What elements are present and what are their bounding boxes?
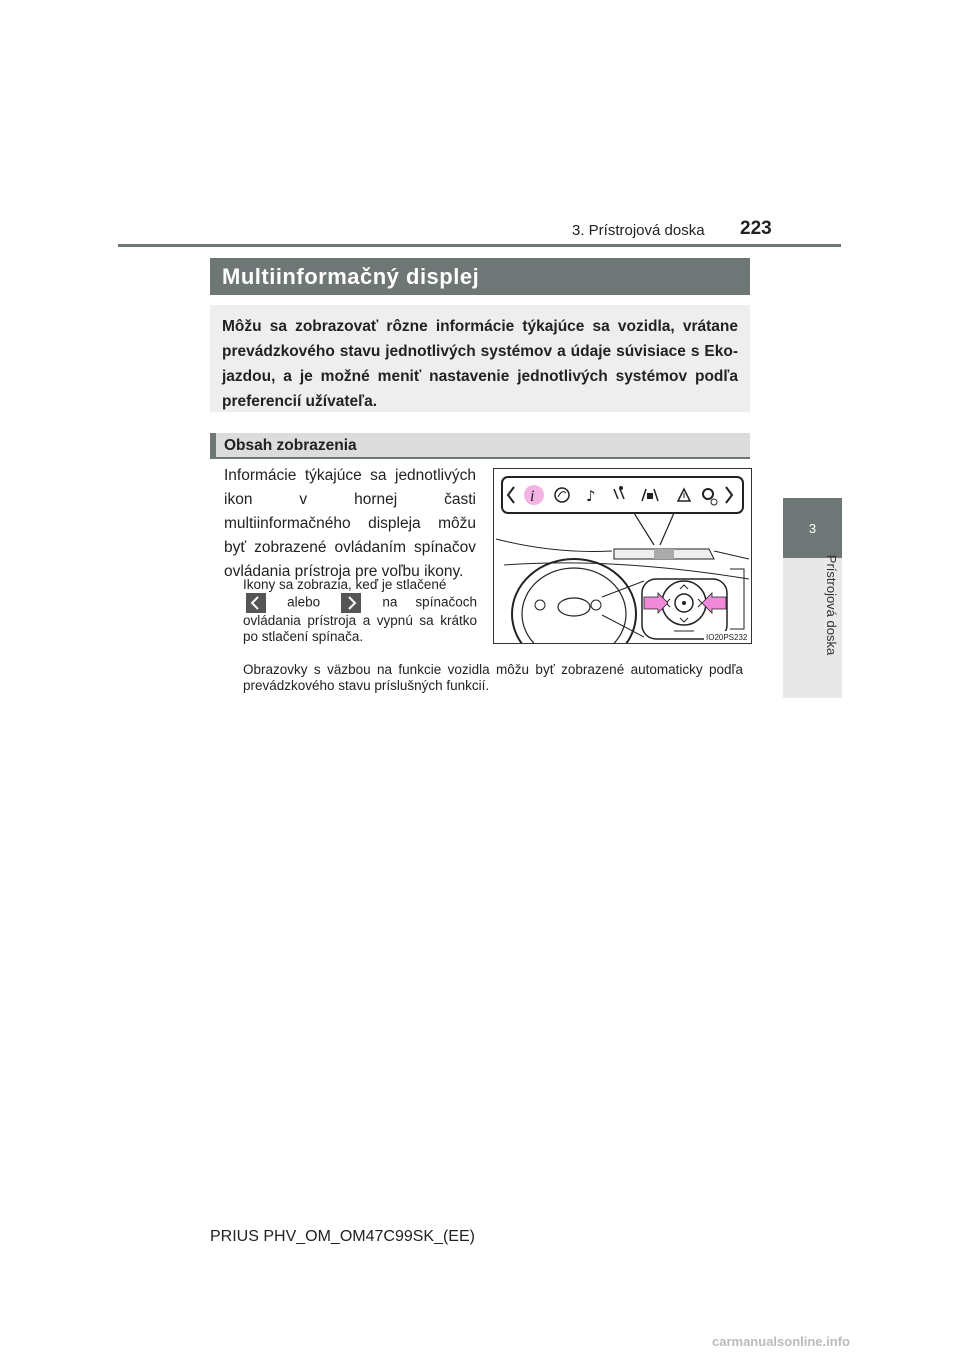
page-title: Multiinformačný displej — [222, 264, 480, 289]
intro-text: Môžu sa zobrazovať rôzne informácie týkajúce sa vozidla, vrátane prevádzkového stavu jednotlivých systémov a údaje súvisiace s Eko-jazdou, a je možné meniť nastavenie jednotlivých systémov podľa preferencií užívateľa. — [222, 318, 738, 410]
note-icons-part1: Ikony sa zobrazia, keď je stlačené — [243, 577, 447, 592]
note-icons-part2: alebo — [287, 594, 321, 610]
footer-doc-code: PRIUS PHV_OM_OM47C99SK_(EE) — [210, 1228, 475, 1245]
dashboard-illustration — [494, 469, 751, 643]
chevron-left-icon — [246, 593, 266, 613]
watermark: carmanualsonline.info — [712, 1334, 850, 1349]
note-icons — [243, 577, 477, 645]
subsection-title: Obsah zobrazenia — [224, 437, 357, 454]
subsection-accent — [210, 433, 216, 459]
note-auto-screens: Obrazovky s väzbou na funkcie vozidla môžu byť zobrazené automaticky podľa prevádzkového stavu príslušných funkcií. — [243, 662, 743, 693]
page-number: 223 — [740, 218, 772, 239]
dashboard-figure — [493, 468, 752, 644]
steering-wheel — [512, 559, 636, 643]
side-tab-label: Prístrojová doska — [824, 554, 839, 656]
svg-text:♪: ♪ — [586, 487, 596, 505]
side-tab-number: 3 — [808, 520, 817, 536]
svg-text:i: i — [530, 488, 535, 505]
note-icons-part3: na spínačoch ovládania prístroja a vypnú sa krátko po stlačení spínača. — [243, 594, 477, 644]
body-paragraph: Informácie týkajúce sa jednotlivých ikon v hornej časti multiinformačného displeja môžu byť zobrazené ovládaním spínačov ovládania prístroja pre voľbu ikony. — [224, 467, 476, 580]
chevron-right-icon — [341, 593, 361, 613]
header-section-title: 3. Prístrojová doska — [572, 222, 705, 239]
figure-code: IO20PS232 — [706, 633, 748, 642]
music-note-icon — [586, 487, 596, 505]
header-rule — [118, 244, 841, 247]
info-icon — [524, 485, 544, 505]
